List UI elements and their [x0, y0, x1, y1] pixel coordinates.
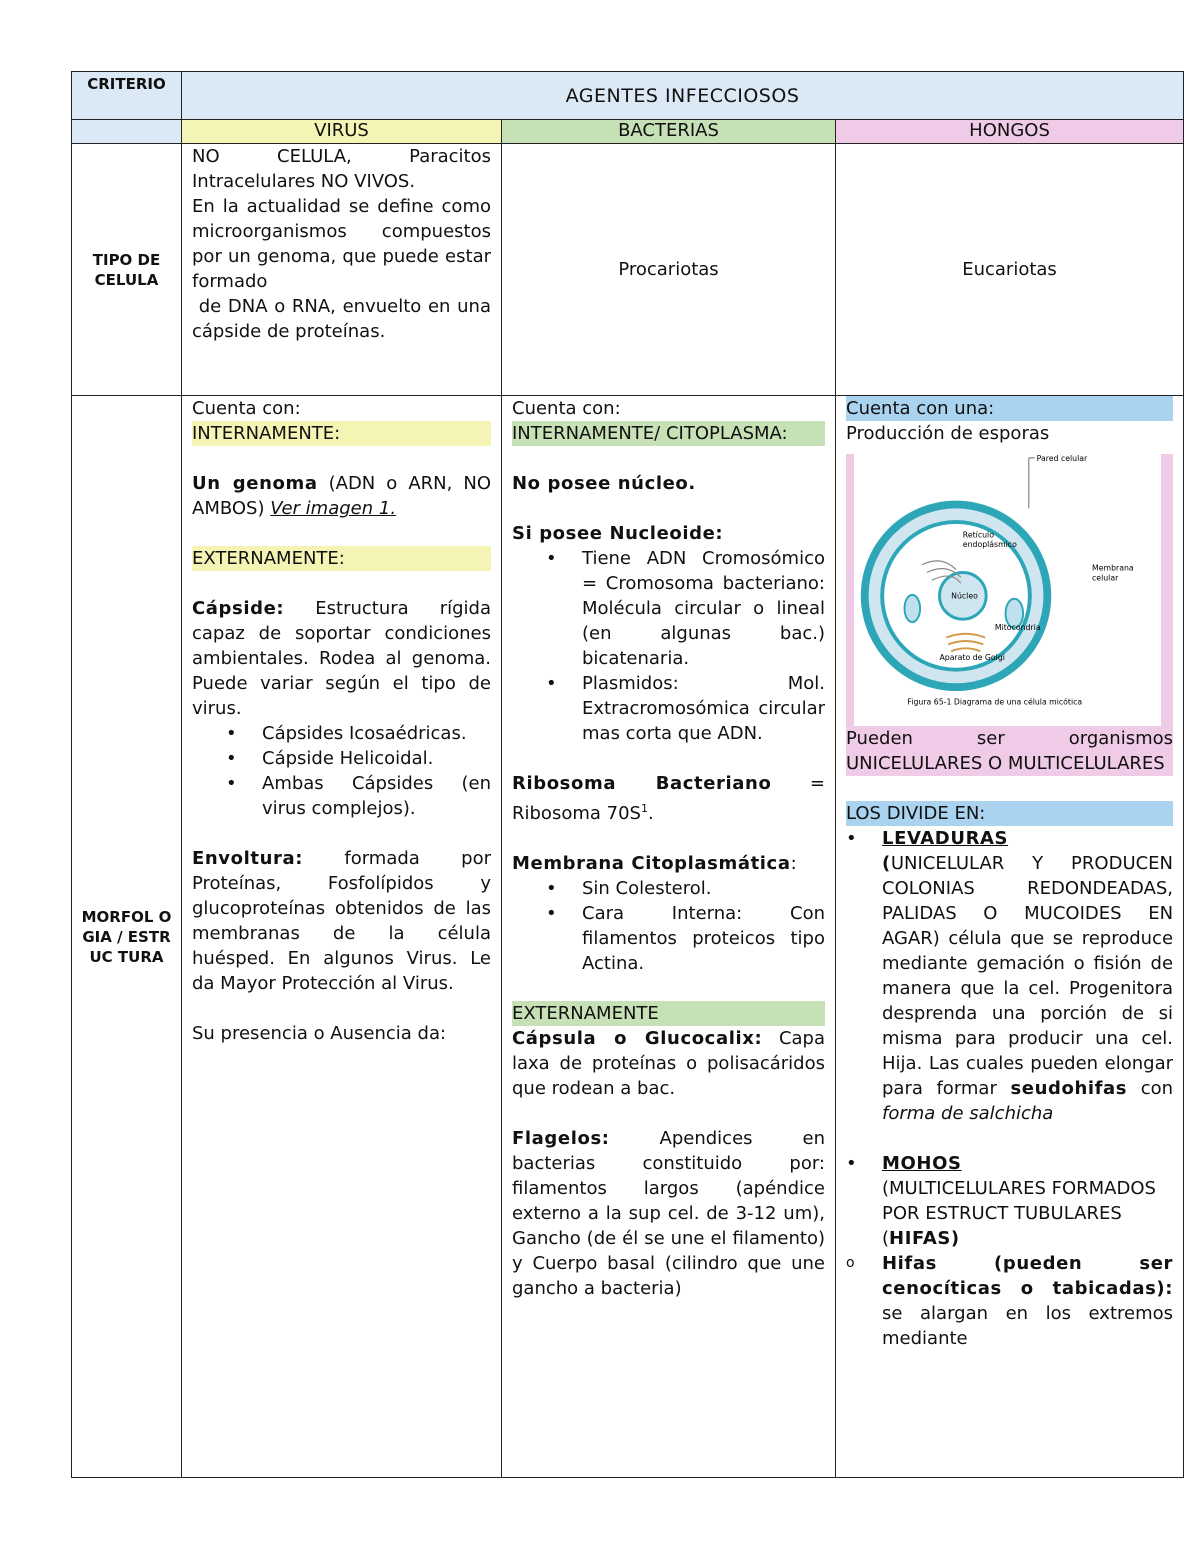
- capside-list: [192, 721, 491, 821]
- virus-capside: Cápside: Estructura rígida capaz de soportar condiciones ambientales. Rodea al genoma. Puede variar según el tipo de virus.: [192, 598, 491, 719]
- label-golgi: Aparato de Golgi: [939, 652, 1005, 662]
- membrana-list: [512, 876, 825, 976]
- hongos-esporas: Producción de esporas: [846, 423, 1050, 444]
- label-mitocondria: Mitocondria: [994, 622, 1041, 632]
- levaduras-item: • LEVADURAS (UNICELULAR Y PRODUCEN COLONIAS REDONDEADAS, PALIDAS O MUCOIDES EN AGAR) célula que se reproduce mediante gemación o fisión de manera que la cel. Progenitora desprenda una porción de si misma para producir una cel. Hija. Las cuales pueden elongar para formar seudohifas con forma de salchicha: [846, 828, 1174, 1124]
- list-item: • Cápside Helicoidal.: [262, 746, 491, 771]
- mohos-item: • MOHOS (MULTICELULARES FORMADOS POR ESTRUCT TUBULARES (HIFAS): [846, 1151, 1173, 1251]
- mohos-title: MOHOS: [882, 1153, 962, 1174]
- levaduras-text: (UNICELULAR Y PRODUCEN COLONIAS REDONDEADAS, PALIDAS O MUCOIDES EN AGAR) célula que se reproduce mediante gemación o fisión de manera que la cel. Progenitora desprenda una porción de si misma para producir una cel. Hija. Las cuales pueden elongar para formar seudohifas con forma de salchicha: [882, 853, 1174, 1124]
- tipo-label: TIPO DE CELULA: [72, 144, 182, 396]
- bact-flagelos: Flagelos: Apendices en bacterias constituido por: filamentos largos (apéndice externo a la sup cel. de 3-12 um), Gancho (de él se une el filamento) y Cuerpo basal (cilindro que une gancho a bacteria): [512, 1128, 825, 1299]
- list-item: • Plasmidos: Mol. Extracromosómica circular mas corta que ADN.: [582, 671, 825, 746]
- bact-cuenta: Cuenta con:: [512, 398, 621, 419]
- comparison-table: [71, 71, 1184, 1478]
- hifas-text: Hifas (pueden ser cenocíticas o tabicadas): se alargan en los extremos mediante: [882, 1253, 1174, 1349]
- bact-nucleo: No posee núcleo.: [512, 473, 696, 494]
- bact-externamente: EXTERNAMENTE: [512, 1001, 825, 1026]
- tipo-virus-p2: En la actualidad se define como microorganismos compuestos por un genoma, que puede estar formado: [192, 196, 491, 292]
- criterio-blank: [72, 120, 182, 144]
- label-membrana1: Membrana: [1092, 563, 1134, 573]
- fungal-cell-figure: [846, 454, 1173, 726]
- morfologia-hongos: [836, 396, 1184, 1478]
- label-pared: Pared celular: [1036, 454, 1088, 463]
- label-nucleo: Núcleo: [951, 591, 978, 601]
- tipo-virus: [182, 144, 502, 396]
- hifas-item: o Hifas (pueden ser cenocíticas o tabicadas): se alargan en los extremos mediante: [846, 1253, 1174, 1349]
- list-item: • Tiene ADN Cromosómico = Cromosoma bacteriano: Molécula circular o lineal (en algunas bac.) bicatenaria.: [582, 546, 825, 671]
- virus-envoltura: Envoltura: formada por Proteínas, Fosfolípidos y glucoproteínas obtenidos de las membranas de la célula huésped. En algunos Virus. Le da Mayor Protección al Virus.: [192, 848, 491, 994]
- bact-capsula: Cápsula o Glucocalix: Capa laxa de proteínas o polisacáridos que rodean a bac.: [512, 1028, 825, 1099]
- label-reticulo1: Retículo: [962, 530, 994, 540]
- list-item: • Sin Colesterol.: [582, 876, 825, 901]
- virus-internamente: INTERNAMENTE:: [192, 421, 491, 446]
- bacterias-header: BACTERIAS: [502, 120, 836, 144]
- tipo-bacterias: Procariotas: [502, 144, 836, 396]
- bact-internamente: INTERNAMENTE/ CITOPLASMA:: [512, 421, 825, 446]
- list-item: • Cápsides Icosaédricas.: [262, 721, 491, 746]
- mitochondria-left: [905, 595, 921, 622]
- bact-ribosoma: Ribosoma Bacteriano = Ribosoma $70S^1$.: [512, 773, 825, 824]
- list-item: • Cara Interna: Con filamentos proteicos tipo Actina.: [582, 901, 825, 976]
- bact-nucleoide: Si posee Nucleoide:: [512, 523, 724, 544]
- hongos-pueden: Pueden ser organismos UNICELULARES O MULTICELULARES: [846, 728, 1174, 774]
- morfologia-label: MORFOL OGIA / ESTRUC TURA: [72, 396, 182, 1478]
- agentes-title: AGENTES INFECCIOSOS: [182, 72, 1184, 120]
- virus-externamente: EXTERNAMENTE:: [192, 546, 491, 571]
- tipo-virus-p3: de DNA o RNA, envuelto en una cápside de proteínas.: [192, 296, 497, 342]
- virus-presencia: Su presencia o Ausencia da:: [192, 1023, 447, 1044]
- label-reticulo2: endoplásmico: [962, 540, 1017, 550]
- ver-imagen-link[interactable]: Ver imagen 1.: [270, 498, 397, 519]
- mohos-text: (MULTICELULARES FORMADOS POR ESTRUCT TUBULARES (HIFAS): [882, 1178, 1156, 1249]
- virus-genoma: Un genoma (ADN o ARN, NO AMBOS) Ver imagen 1.: [192, 473, 491, 519]
- figure-caption: Figura 65-1 Diagrama de una célula micótica: [907, 697, 1083, 707]
- nucleoide-list: [512, 546, 825, 746]
- criterio-header: CRITERIO: [72, 72, 182, 120]
- tipo-hongos: Eucariotas: [836, 144, 1184, 396]
- label-membrana2: celular: [1092, 573, 1119, 583]
- virus-header: VIRUS: [182, 120, 502, 144]
- bact-membrana: Membrana Citoplasmática:: [512, 853, 797, 874]
- levaduras-title: LEVADURAS: [882, 828, 1009, 849]
- hongos-header: HONGOS: [836, 120, 1184, 144]
- morfologia-virus: [182, 396, 502, 1478]
- hongos-divide: LOS DIVIDE EN:: [846, 801, 1173, 826]
- hongos-cuenta: Cuenta con una:: [846, 396, 1173, 421]
- list-item: • Ambas Cápsides (en virus complejos).: [262, 771, 491, 821]
- fungal-cell-diagram: [854, 454, 1161, 726]
- virus-cuenta: Cuenta con:: [192, 398, 301, 419]
- morfologia-bacterias: [502, 396, 836, 1478]
- tipo-virus-p1: NO CELULA, Paracitos Intracelulares NO VIVOS.: [192, 146, 491, 192]
